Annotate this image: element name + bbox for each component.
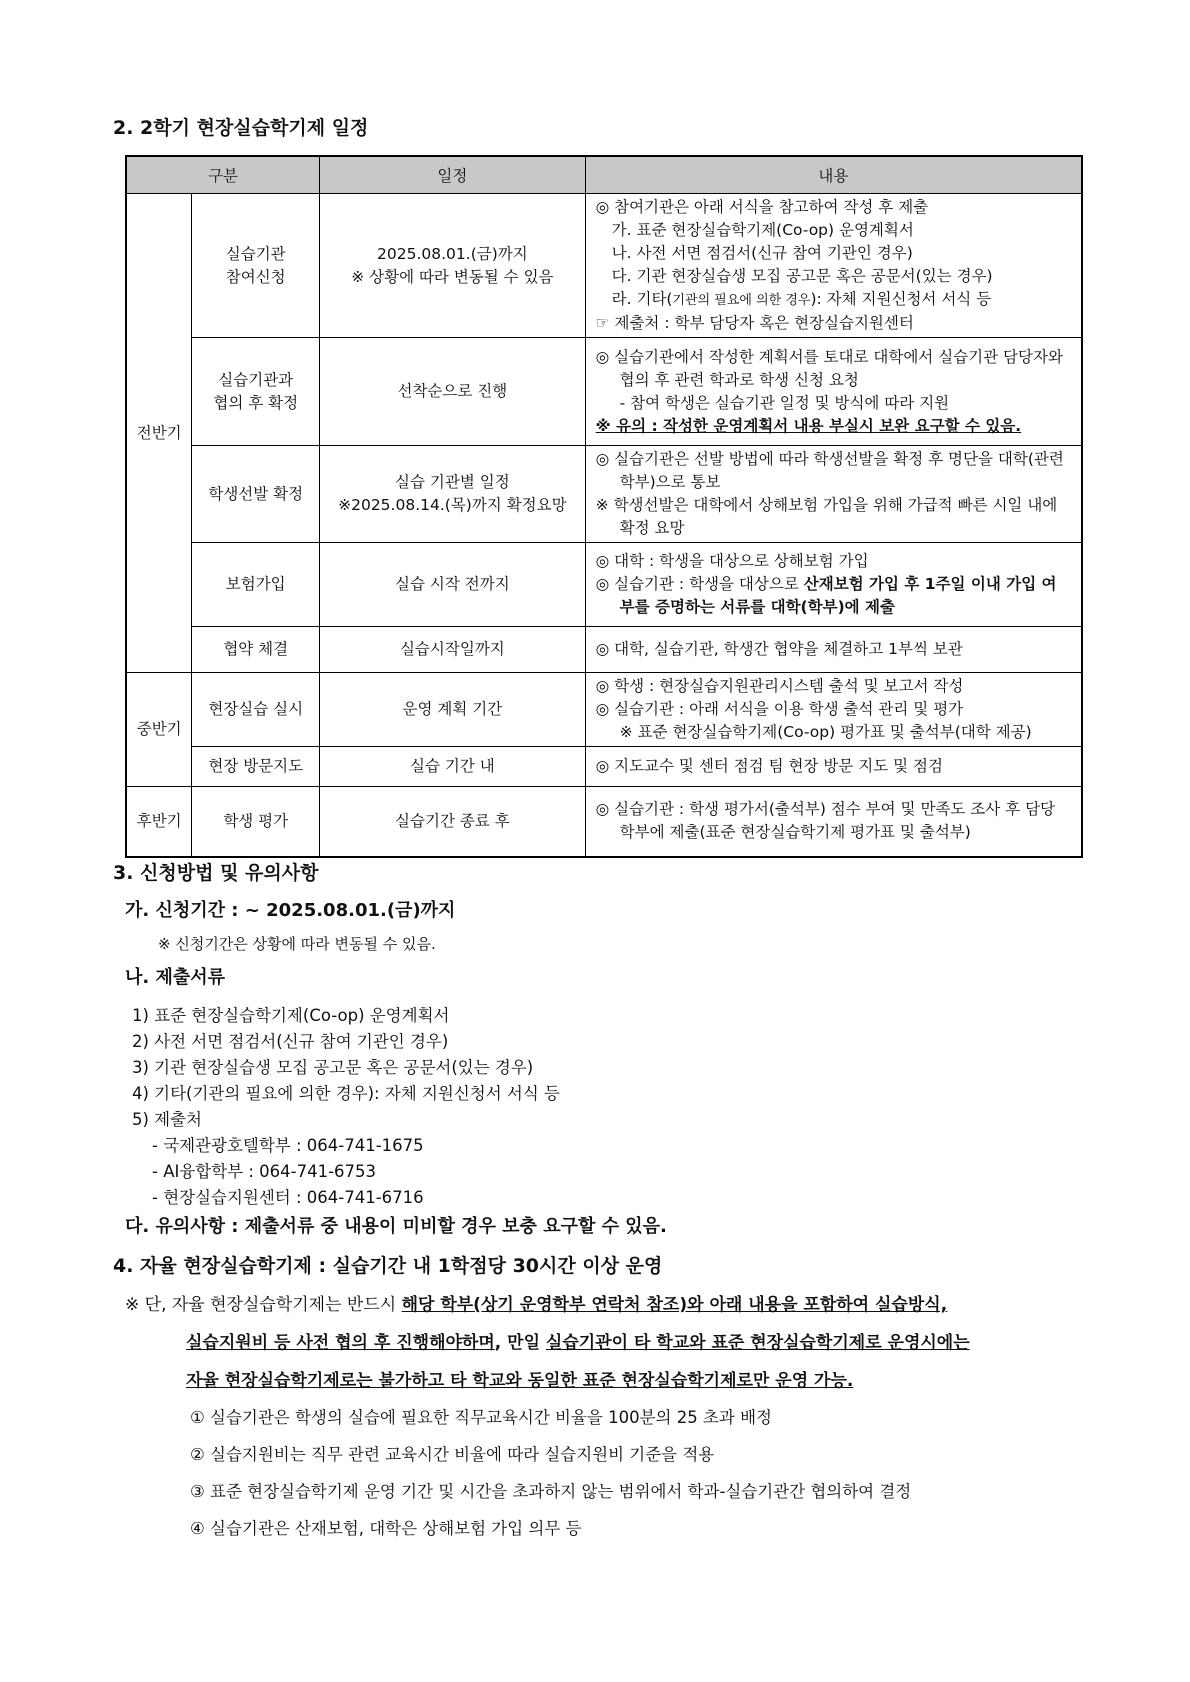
header-content: 내용 (585, 156, 1082, 194)
header-schedule: 일정 (320, 156, 586, 194)
row-content: ◎ 실습기관은 선발 방법에 따라 학생선발을 확정 후 명단을 대학(관련학부)으로 통보 ※ 학생선발은 대학에서 상해보험 가입을 위해 가급적 빠른 시일 내에 확정 요망 (585, 446, 1082, 543)
table-row (126, 747, 1082, 787)
row-schedule: 실습 시작 전까지 (320, 543, 586, 627)
table-row (126, 787, 1082, 857)
row-item: 실습기관 참여신청 (192, 194, 320, 338)
phase-last: 후반기 (126, 787, 192, 857)
doc-item: 5) 제출처 (132, 1110, 202, 1129)
row-item: 학생 평가 (192, 787, 320, 857)
row-content: ◎ 실습기관 : 학생 평가서(출석부) 점수 부여 및 만족도 조사 후 담당 학부에 제출(표준 현장실습학기제 평가표 및 출석부) (585, 787, 1082, 857)
section4-note-line2: 실습지원비 등 사전 협의 후 진행해야하며, 만일 실습기관이 타 학교와 표준 현장실습학기제로 운영시에는 (186, 1333, 970, 1353)
section3-period: 가. 신청기간 : ~ 2025.08.01.(금)까지 (125, 900, 456, 921)
row-schedule: 실습 기관별 일정 ※2025.08.14.(목)까지 확정요망 (320, 446, 586, 543)
contact-item: - 현장실습지원센터 : 064-741-6716 (152, 1188, 424, 1207)
row-content: ◎ 학생 : 현장실습지원관리시스템 출석 및 보고서 작성 ◎ 실습기관 : 아래 서식을 이용 학생 출석 관리 및 평가 ※ 표준 현장실습학기제(Co-op) 평가표 및 출석부(대학 제공) (585, 673, 1082, 747)
contact-item: - 국제관광호텔학부 : 064-741-1675 (152, 1136, 424, 1155)
section4-item: ② 실습지원비는 직무 관련 교육시간 비율에 따라 실습지원비 기준을 적용 (190, 1445, 715, 1464)
row-schedule: 선착순으로 진행 (320, 338, 586, 446)
section3-title: 3. 신청방법 및 유의사항 (113, 862, 319, 884)
row-item: 학생선발 확정 (192, 446, 320, 543)
row-schedule: 실습시작일까지 (320, 627, 586, 673)
row-item: 협약 체결 (192, 627, 320, 673)
row-content: ◎ 실습기관에서 작성한 계획서를 토대로 대학에서 실습기관 담당자와 협의 후 관련 학과로 학생 신청 요청 - 참여 학생은 실습기관 일정 및 방식에 따라 지원 ※ 유의 : 작성한 운영계획서 내용 부실시 보완 요구할 수 있음. (585, 338, 1082, 446)
schedule-table (125, 155, 1083, 858)
row-content: ◎ 대학 : 학생을 대상으로 상해보험 가입 ◎ 실습기관 : 학생을 대상으로 산재보험 가입 후 1주일 이내 가입 여부를 증명하는 서류를 대학(학부)에 제출 (585, 543, 1082, 627)
section4-note-line3: 자율 현장실습학기제로는 불가하고 타 학교와 동일한 표준 현장실습학기제로만 운영 가능. (186, 1371, 854, 1391)
table-header-row (126, 156, 1082, 194)
row-item: 현장실습 실시 (192, 673, 320, 747)
section2-title: 2. 2학기 현장실습학기제 일정 (113, 117, 369, 139)
row-schedule: 운영 계획 기간 (320, 673, 586, 747)
table-row (126, 194, 1082, 338)
phase-middle: 중반기 (126, 673, 192, 787)
table-row (126, 543, 1082, 627)
section3-period-note: ※ 신청기간은 상황에 따라 변동될 수 있음. (158, 935, 436, 953)
table-row (126, 446, 1082, 543)
section3-docs-title: 나. 제출서류 (125, 967, 226, 988)
header-category: 구분 (126, 156, 320, 194)
table-row (126, 627, 1082, 673)
table-row (126, 338, 1082, 446)
row-item: 실습기관과 협의 후 확정 (192, 338, 320, 446)
doc-item: 3) 기관 현장실습생 모집 공고문 혹은 공문서(있는 경우) (132, 1058, 534, 1077)
row-item: 보험가입 (192, 543, 320, 627)
row-schedule: 실습 기간 내 (320, 747, 586, 787)
doc-item: 1) 표준 현장실습학기제(Co-op) 운영계획서 (132, 1006, 450, 1025)
row-content: ◎ 지도교수 및 센터 점검 팀 현장 방문 지도 및 점검 (585, 747, 1082, 787)
section4-item: ① 실습기관은 학생의 실습에 필요한 직무교육시간 비율을 100분의 25 초과 배정 (190, 1408, 772, 1427)
contact-item: - AI융합학부 : 064-741-6753 (152, 1162, 377, 1181)
row-content: ◎ 대학, 실습기관, 학생간 협약을 체결하고 1부씩 보관 (585, 627, 1082, 673)
table-row (126, 673, 1082, 747)
row-schedule: 실습기간 종료 후 (320, 787, 586, 857)
row-schedule: 2025.08.01.(금)까지 ※ 상황에 따라 변동될 수 있음 (320, 194, 586, 338)
row-item: 현장 방문지도 (192, 747, 320, 787)
phase-first: 전반기 (126, 194, 192, 673)
section3-caution: 다. 유의사항 : 제출서류 중 내용이 미비할 경우 보충 요구할 수 있음. (125, 1216, 667, 1237)
section4-item: ④ 실습기관은 산재보험, 대학은 상해보험 가입 의무 등 (190, 1519, 582, 1538)
section4-item: ③ 표준 현장실습학기제 운영 기간 및 시간을 초과하지 않는 범위에서 학과-실습기관간 협의하여 결정 (190, 1482, 912, 1501)
section4-title: 4. 자율 현장실습학기제 : 실습기간 내 1학점당 30시간 이상 운영 (113, 1255, 663, 1277)
row-content: ◎ 참여기관은 아래 서식을 참고하여 작성 후 제출 가. 표준 현장실습학기제(Co-op) 운영계획서 나. 사전 서면 점검서(신규 참여 기관인 경우) 다. 기관 현장실습생 모집 공고문 혹은 공문서(있는 경우) 라. 기타(기관의 필요에 의한 경우): 자체 지원신청서 서식 등 ☞ 제출처 : 학부 담당자 혹은 현장실습지원센터 (585, 194, 1082, 338)
section4-note-line1: ※ 단, 자율 현장실습학기제는 반드시 해당 학부(상기 운영학부 연락처 참조)와 아래 내용을 포함하여 실습방식, (125, 1295, 948, 1315)
doc-item: 2) 사전 서면 점검서(신규 참여 기관인 경우) (132, 1032, 449, 1051)
doc-item: 4) 기타(기관의 필요에 의한 경우): 자체 지원신청서 서식 등 (132, 1084, 560, 1103)
